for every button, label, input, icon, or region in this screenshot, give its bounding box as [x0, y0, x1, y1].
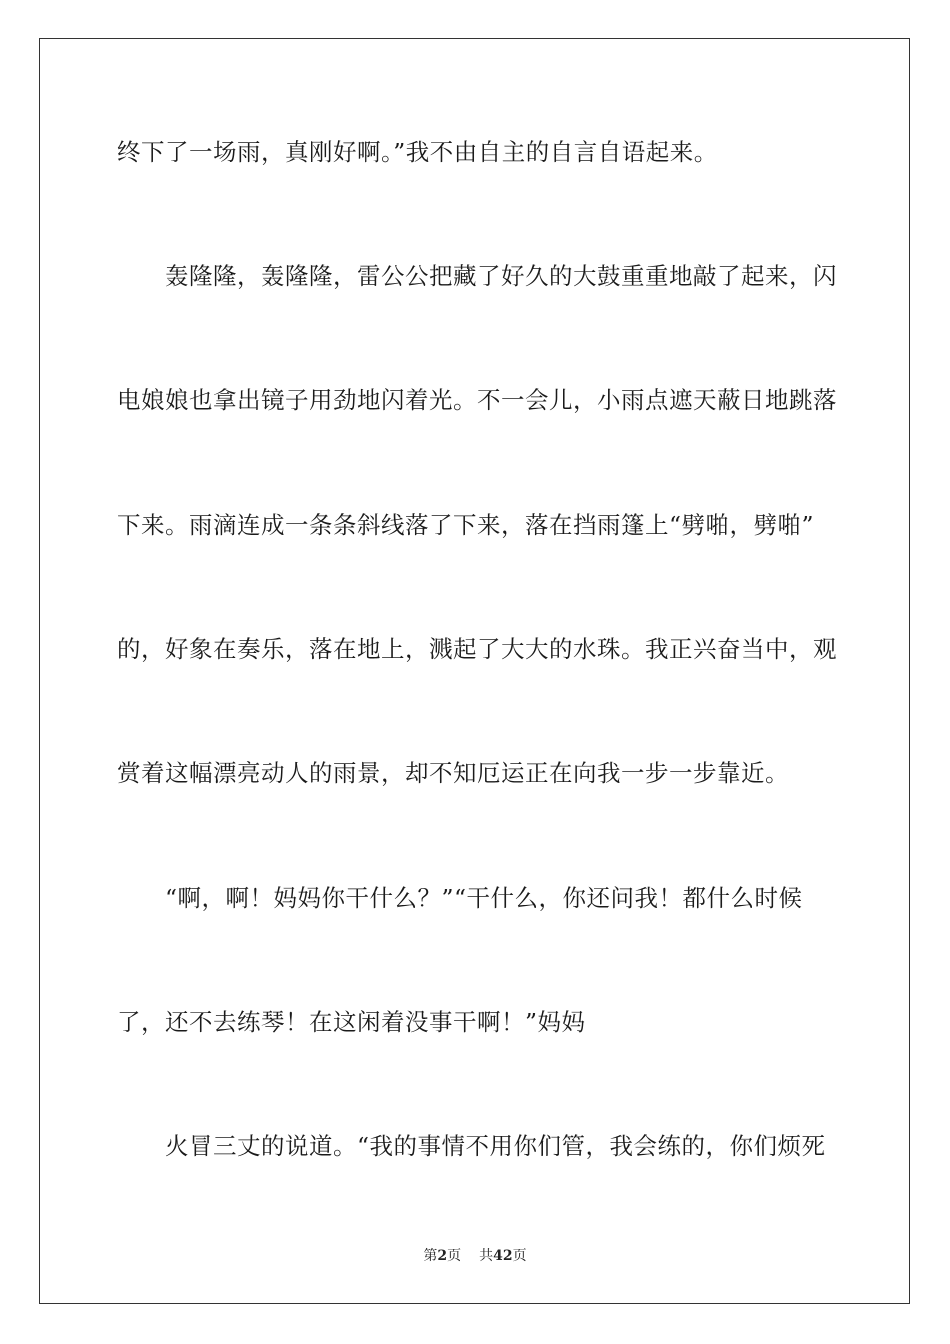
page-border	[39, 38, 910, 1304]
text-line-6: 赏着这幅漂亮动人的雨景，却不知厄运正在向我一步一步靠近。	[117, 759, 789, 787]
page-suffix: 页	[447, 1248, 462, 1264]
text-line-5: 的，好象在奏乐，落在地上，溅起了大大的水珠。我正兴奋当中，观	[117, 635, 837, 663]
current-page-number: 2	[437, 1248, 448, 1264]
page-prefix: 第	[423, 1248, 438, 1264]
total-prefix: 共	[479, 1248, 494, 1264]
total-page-count: 42	[493, 1248, 513, 1264]
text-line-8: 了，还不去练琴！在这闲着没事干啊！”妈妈	[117, 1008, 586, 1036]
text-line-2: 轰隆隆，轰隆隆，雷公公把藏了好久的大鼓重重地敲了起来，闪	[165, 262, 837, 290]
page-footer	[0, 1246, 950, 1266]
text-line-3: 电娘娘也拿出镜子用劲地闪着光。不一会儿，小雨点遮天蔽日地跳落	[117, 386, 837, 414]
total-suffix: 页	[512, 1248, 527, 1264]
text-line-1: 终下了一场雨，真刚好啊。”我不由自主的自言自语起来。	[117, 138, 718, 166]
text-line-9: 火冒三丈的说道。“我的事情不用你们管，我会练的，你们烦死	[165, 1132, 826, 1160]
text-line-7: “啊，啊！妈妈你干什么？”“干什么，你还问我！都什么时候	[165, 884, 803, 912]
text-line-4: 下来。雨滴连成一条条斜线落了下来，落在挡雨篷上“劈啪，劈啪”	[117, 511, 815, 539]
